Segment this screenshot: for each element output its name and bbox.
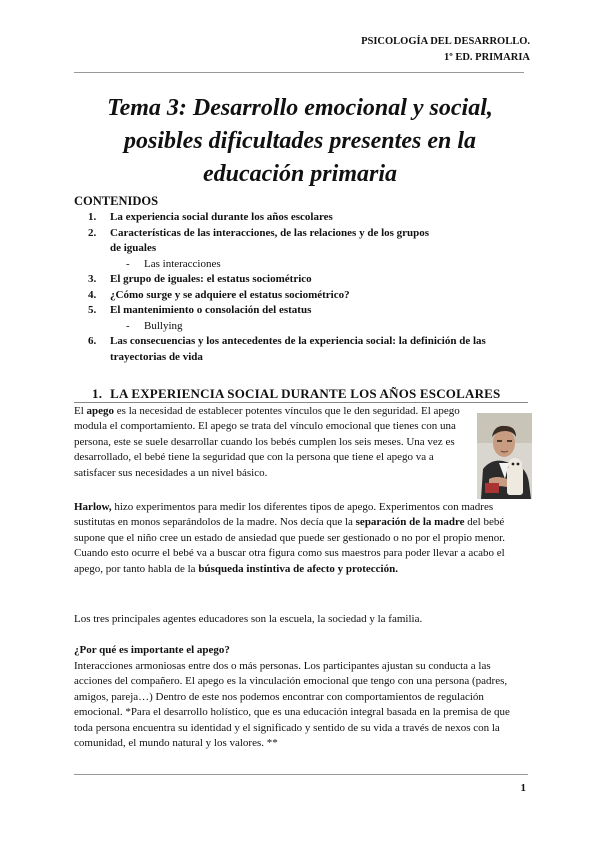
toc-number: 4. — [88, 288, 97, 301]
title-line-3: educación primaria — [202, 161, 397, 187]
subheading-importance: ¿Por qué es importante el apego? — [74, 644, 230, 656]
harlow-photo — [477, 413, 532, 499]
section-1-heading — [92, 386, 500, 402]
contents-heading: CONTENIDOS — [74, 194, 159, 208]
toc-text: El mantenimiento o consolación del estatus — [110, 304, 312, 316]
document-title — [80, 92, 520, 191]
portrait-illustration — [477, 413, 532, 499]
toc-item-3 — [74, 272, 534, 288]
bold-term: Harlow, — [74, 501, 112, 513]
title-line-1: Tema 3: Desarrollo emocional y social, — [107, 95, 493, 121]
toc-subitem-text: Bullying — [144, 319, 183, 332]
section-divider — [74, 402, 528, 403]
bold-term: búsqueda instintiva de afecto y protección. — [198, 562, 398, 575]
paragraph-apego: El apego es la necesidad de establecer potentes vínculos que le den seguridad. El apego modula el comportamiento. El apego se trata del vínculo emocional que tienes con una persona, este se suele desarrollar cuando los bebés cumplen los seis meses. Una vez es desarrollado, el bebé tiene la seguridad que con la persona que tiene el apego va a satisfacer sus necesidades a un nivel básico. — [74, 405, 460, 479]
header-course: 1º ED. PRIMARIA — [443, 52, 530, 63]
toc-text: La experiencia social durante los años escolares — [110, 211, 333, 223]
paragraph-agents: Los tres principales agentes educadores son la escuela, la sociedad y la familia. — [74, 613, 423, 625]
paragraph-harlow: Harlow, hizo experimentos para medir los diferentes tipos de apego. Experimentos con madres sustitutas en monos separándolos de la madre. Nos decía que la separación de la madre del bebé supone que el niño cree un estado de ansiedad que puede ser gestionado o no por el propio menor. Cuando esto ocurre el bebé va a buscar otra figura como sus maestros para poder llevar a acabo el apego, por tanto habla de la búsqueda instintiva de afecto y protección. — [74, 501, 506, 575]
toc-number: 3. — [88, 273, 97, 285]
toc-item-5 — [74, 303, 534, 319]
bold-term: apego — [86, 405, 115, 417]
toc-text: Características de las interacciones, de las relaciones y de los grupos de iguales — [110, 226, 430, 254]
toc-text: El grupo de iguales: el estatus sociométrico — [110, 273, 312, 285]
bold-term: separación de la madre — [355, 516, 465, 529]
toc-number: 5. — [88, 304, 97, 316]
toc-subitem-bullying: - Bullying — [126, 319, 183, 332]
toc-number: 6. — [88, 335, 97, 347]
paragraph-interactions: Interacciones armoniosas entre dos o más personas. Los participantes ajustan su conducta a las acciones del compañero. El apego es la vinculación emocional que tengo con una persona (padres, amigos, pareja…) Dentro de este nos podemos encontrar con comportamientos de regulación emocional. *Para el desarrollo holístico, que es una educación integral basada en la premisa de que toda persona encuentra su identidad y el significado y sentido de su vida a través de nexos con la comunidad, el mundo natural y los valores. ** — [74, 660, 510, 750]
section-number: 1. — [92, 386, 103, 401]
toc-text: ¿Cómo surge y se adquiere el estatus sociométrico? — [110, 288, 350, 301]
toc-text: Las consecuencias y los antecedentes de la experiencia social: la definición de las trayectorias de vida — [110, 335, 486, 363]
header-divider — [74, 72, 524, 73]
toc-subitem-text: Las interacciones — [144, 257, 221, 270]
page-header — [361, 34, 530, 66]
header-subject: PSICOLOGÍA DEL DESARROLLO. — [361, 36, 530, 47]
page-number: 1 — [520, 782, 526, 794]
toc-item-6 — [74, 334, 534, 365]
toc-item-2 — [74, 226, 534, 257]
section-title: LA EXPERIENCIA SOCIAL DURANTE LOS AÑOS ESCOLARES — [110, 386, 501, 401]
toc-subitem-interactions: - Las interacciones — [126, 257, 221, 270]
toc-number: 1. — [88, 211, 97, 223]
toc-item-4 — [74, 288, 534, 304]
footer-divider — [74, 774, 528, 775]
toc-number: 2. — [88, 226, 97, 239]
title-line-2: posibles dificultades presentes en la — [124, 128, 476, 154]
table-of-contents — [74, 210, 534, 365]
toc-item-1 — [74, 210, 534, 226]
